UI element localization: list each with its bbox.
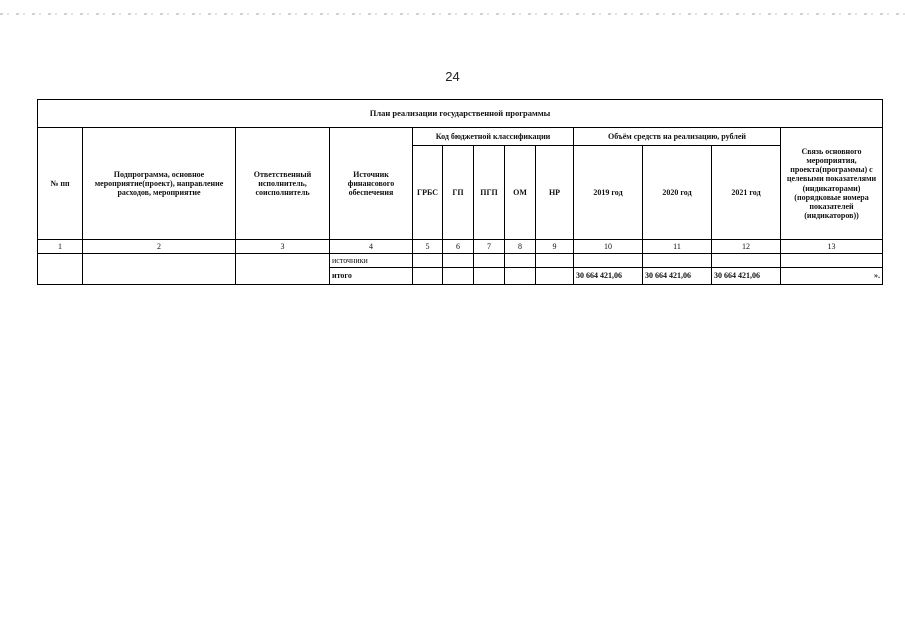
header-code-gp: ГП bbox=[443, 146, 474, 240]
cell-empty bbox=[413, 268, 443, 285]
cell-empty bbox=[474, 254, 505, 268]
header-executor: Ответственный исполнитель, соисполнитель bbox=[236, 128, 330, 240]
table-title: План реализации государственной программы bbox=[38, 100, 883, 128]
column-number: 5 bbox=[413, 240, 443, 254]
column-number: 3 bbox=[236, 240, 330, 254]
header-year-2020: 2020 год bbox=[643, 146, 712, 240]
cell-end-mark: ». bbox=[781, 268, 883, 285]
cell-empty bbox=[474, 268, 505, 285]
cell-empty bbox=[505, 254, 536, 268]
cell-empty bbox=[712, 254, 781, 268]
cell-subprogram-empty bbox=[83, 254, 236, 285]
header-code-grbs: ГРБС bbox=[413, 146, 443, 240]
cell-empty bbox=[536, 254, 574, 268]
cell-total-2019: 30 664 421,06 bbox=[574, 268, 643, 285]
header-funding: Объём средств на реализацию, рублей bbox=[574, 128, 781, 146]
column-number: 12 bbox=[712, 240, 781, 254]
column-number: 4 bbox=[330, 240, 413, 254]
column-number: 8 bbox=[505, 240, 536, 254]
header-indicator-link: Связь основного мероприятия, проекта(программы) с целевыми показателями (индикаторами) (порядковые номера показателей (индикаторов)) bbox=[781, 128, 883, 240]
header-code-nr: НР bbox=[536, 146, 574, 240]
header-year-2021: 2021 год bbox=[712, 146, 781, 240]
program-plan-table bbox=[37, 99, 883, 285]
cell-empty bbox=[443, 254, 474, 268]
scan-artifact-line bbox=[0, 13, 905, 15]
cell-empty bbox=[781, 254, 883, 268]
table-row-sources bbox=[38, 254, 883, 268]
column-number: 1 bbox=[38, 240, 83, 254]
cell-empty bbox=[574, 254, 643, 268]
page-number: 24 bbox=[445, 69, 460, 84]
column-number-row bbox=[38, 240, 883, 254]
cell-total-label: итого bbox=[330, 268, 413, 285]
cell-sources-label: источники bbox=[330, 254, 413, 268]
cell-executor-empty bbox=[236, 254, 330, 285]
column-number: 11 bbox=[643, 240, 712, 254]
cell-empty bbox=[505, 268, 536, 285]
cell-empty bbox=[643, 254, 712, 268]
cell-empty bbox=[413, 254, 443, 268]
cell-total-2020: 30 664 421,06 bbox=[643, 268, 712, 285]
header-subprogram: Подпрограмма, основное мероприятие(проект), направление расходов, мероприятие bbox=[83, 128, 236, 240]
column-number: 6 bbox=[443, 240, 474, 254]
cell-npp-empty bbox=[38, 254, 83, 285]
cell-total-2021: 30 664 421,06 bbox=[712, 268, 781, 285]
header-year-2019: 2019 год bbox=[574, 146, 643, 240]
header-npp: № пп bbox=[38, 128, 83, 240]
header-budget-classification: Код бюджетной классификации bbox=[413, 128, 574, 146]
column-number: 7 bbox=[474, 240, 505, 254]
header-code-pgp: ПГП bbox=[474, 146, 505, 240]
cell-empty bbox=[536, 268, 574, 285]
header-source: Источник финансового обеспечения bbox=[330, 128, 413, 240]
column-number: 9 bbox=[536, 240, 574, 254]
column-number: 13 bbox=[781, 240, 883, 254]
cell-empty bbox=[443, 268, 474, 285]
header-code-om: ОМ bbox=[505, 146, 536, 240]
column-number: 10 bbox=[574, 240, 643, 254]
column-number: 2 bbox=[83, 240, 236, 254]
